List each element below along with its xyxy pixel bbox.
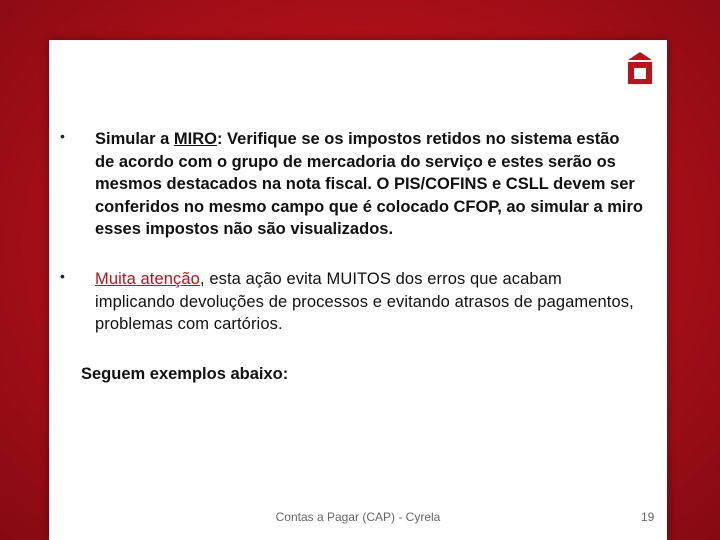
bullet-body: , esta ação evita MUITOS dos erros que acabam implicando devoluções de processos e evitando atrasos de pagamentos, problemas com cartórios. — [95, 270, 634, 333]
bullet-body: : Verifique se os impostos retidos no sistema estão de acordo com o grupo de mercadoria do serviço e estes serão os mesmos destacados na nota fiscal. O PIS/COFINS e CSLL devem ser conferidos no mesmo campo que é colocado CFOP, ao simular a miro esses impostos não são visualizados. — [95, 130, 643, 238]
examples-subheading: Seguem exemplos abaixo: — [81, 365, 289, 383]
bullet-text — [95, 268, 643, 336]
bullet-prefix: Simular a — [95, 130, 174, 148]
page-number: 19 — [641, 510, 655, 524]
slide-footer: Contas a Pagar (CAP) - Cyrela — [275, 510, 441, 524]
bullet-dot: • — [60, 128, 65, 144]
bullet-text — [95, 128, 643, 241]
slide-panel — [49, 40, 667, 540]
miro-term: MIRO — [173, 130, 217, 148]
cyrela-logo-icon — [627, 50, 653, 86]
attention-highlight: Muita atenção — [95, 270, 200, 288]
bullet-dot: • — [60, 268, 65, 284]
